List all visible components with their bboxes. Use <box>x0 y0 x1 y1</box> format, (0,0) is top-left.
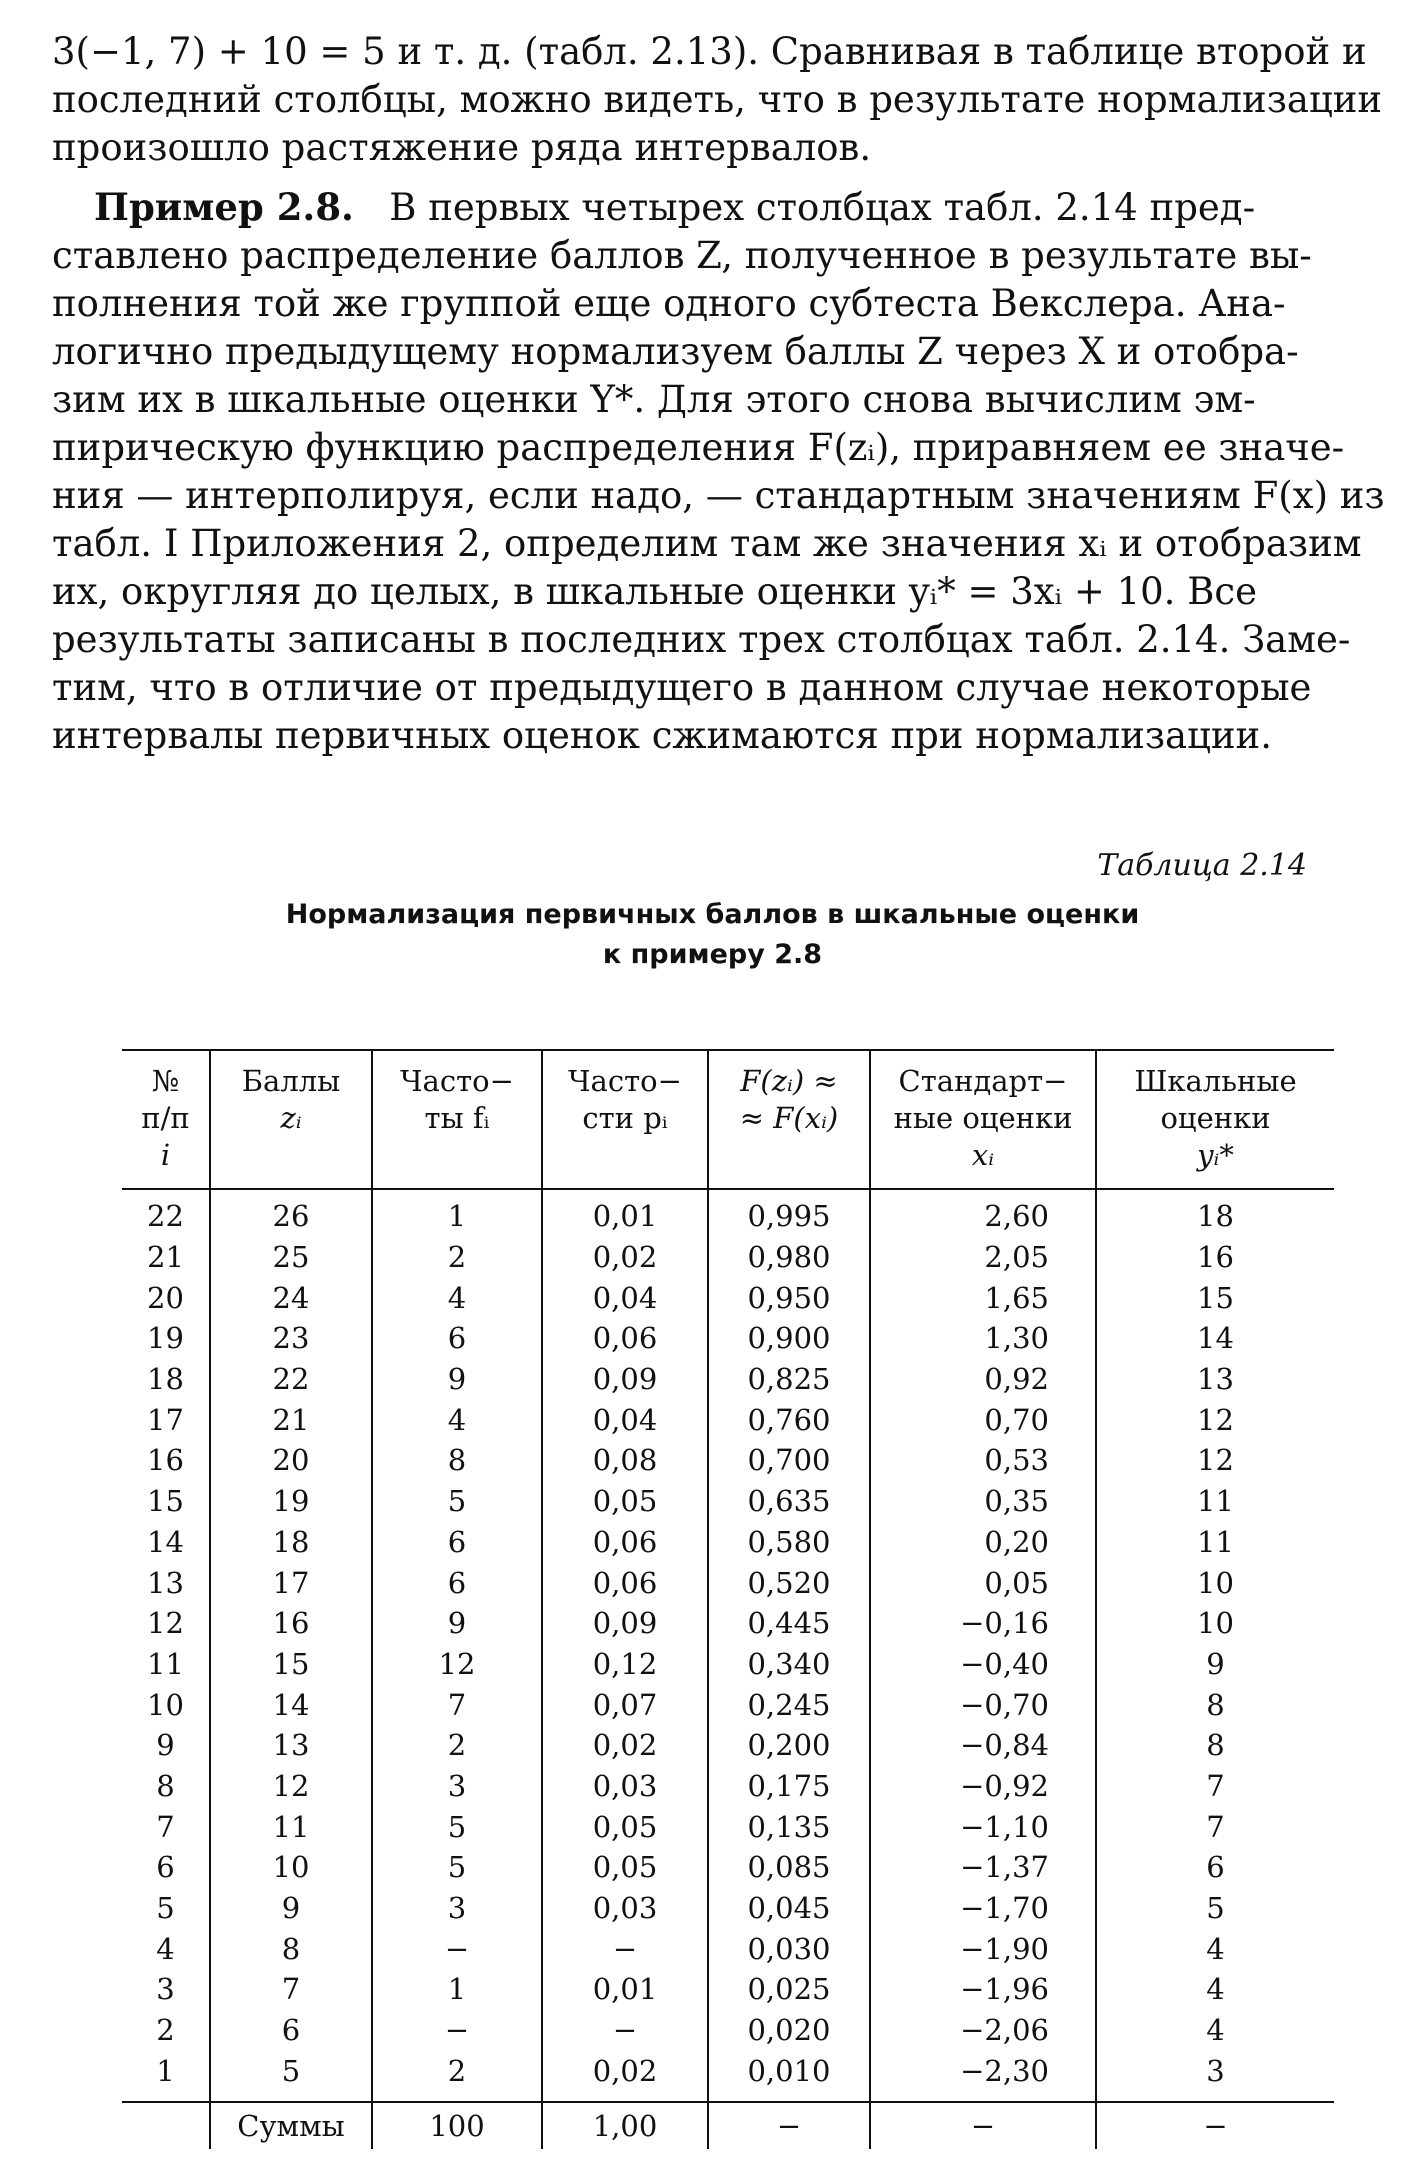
text-line: 3(−1, 7) + 10 = 5 и т. д. (табл. 2.13). Сравнивая в таблице второй и <box>52 30 1367 73</box>
frequency: − <box>372 2010 542 2051</box>
standard-score: −2,06 <box>870 2010 1096 2051</box>
relative-frequency: 0,02 <box>542 1237 708 1278</box>
table-footer <box>122 2102 1334 2149</box>
row-index: 12 <box>147 1606 184 1641</box>
scaled-score: 13 <box>1096 1359 1334 1400</box>
header-row <box>122 1050 1334 1189</box>
scaled-score: 10 <box>1096 1562 1334 1603</box>
standard-score: 0,05 <box>870 1562 1096 1603</box>
text-line: тим, что в отличие от предыдущего в данном случае некоторые <box>52 666 1312 709</box>
relative-frequency: 0,04 <box>542 1399 708 1440</box>
scaled-score: 11 <box>1096 1522 1334 1563</box>
distribution-value: 0,520 <box>708 1562 870 1603</box>
distribution-value: 0,825 <box>708 1359 870 1400</box>
row-index: 16 <box>147 1443 184 1478</box>
score-z: 14 <box>210 1684 372 1725</box>
score-z: 18 <box>210 1522 372 1563</box>
scaled-score: 7 <box>1096 1806 1334 1847</box>
standard-score: 0,92 <box>870 1359 1096 1400</box>
score-z: 7 <box>210 1969 372 2010</box>
dash-cell: − <box>870 2102 1096 2149</box>
score-z: 12 <box>210 1766 372 1807</box>
score-z: 19 <box>210 1481 372 1522</box>
distribution-value: 0,995 <box>708 1189 870 1237</box>
col-header-standard-scores: Стандарт− ные оценки xᵢ <box>870 1050 1096 1189</box>
text-line: последний столбцы, можно видеть, что в результате нормализации <box>52 78 1383 121</box>
frequency: 2 <box>372 1725 542 1766</box>
table-row <box>122 1684 1334 1725</box>
score-z: 20 <box>210 1440 372 1481</box>
table-row <box>122 1440 1334 1481</box>
relative-frequency: 0,03 <box>542 1766 708 1807</box>
frequency: 2 <box>372 1237 542 1278</box>
standard-score: 2,60 <box>870 1189 1096 1237</box>
row-index: 3 <box>156 1972 175 2007</box>
score-z: 9 <box>210 1888 372 1929</box>
table-title-line: Нормализация первичных баллов в шкальные оценки <box>285 899 1140 930</box>
frequency: − <box>372 1928 542 1969</box>
relative-frequency: 0,04 <box>542 1277 708 1318</box>
row-index: 20 <box>147 1280 184 1315</box>
row-index: 5 <box>156 1891 175 1926</box>
score-z: 6 <box>210 2010 372 2051</box>
scaled-score: 4 <box>1096 1928 1334 1969</box>
text-line: ставлено распределение баллов Z, полученное в результате вы- <box>52 234 1312 277</box>
standard-score: 0,35 <box>870 1481 1096 1522</box>
relative-frequency: − <box>542 2010 708 2051</box>
relative-frequency: 0,01 <box>542 1969 708 2010</box>
table-row <box>122 1359 1334 1400</box>
standard-score: −2,30 <box>870 2050 1096 2102</box>
standard-score: −1,90 <box>870 1928 1096 1969</box>
text-line: полнения той же группой еще одного субтеста Векслера. Ана- <box>52 282 1286 325</box>
frequency: 6 <box>372 1522 542 1563</box>
row-index: 11 <box>147 1646 184 1681</box>
relative-frequency: 0,06 <box>542 1562 708 1603</box>
sums-label: Суммы <box>210 2102 372 2149</box>
col-header-frequencies: Часто− ты fᵢ <box>372 1050 542 1189</box>
relative-frequency: 0,06 <box>542 1522 708 1563</box>
dash-cell: − <box>708 2102 870 2149</box>
standard-score: −0,70 <box>870 1684 1096 1725</box>
relative-frequency: 0,09 <box>542 1603 708 1644</box>
row-index: 21 <box>147 1240 184 1275</box>
text-line: интервалы первичных оценок сжимаются при нормализации. <box>52 714 1272 757</box>
intro-paragraph <box>52 28 1387 172</box>
frequency: 5 <box>372 1481 542 1522</box>
standard-score: −0,40 <box>870 1644 1096 1685</box>
row-index: 14 <box>147 1524 184 1559</box>
table-row <box>122 1928 1334 1969</box>
frequency: 6 <box>372 1318 542 1359</box>
standard-score: 0,53 <box>870 1440 1096 1481</box>
table-row <box>122 1806 1334 1847</box>
standard-score: 1,30 <box>870 1318 1096 1359</box>
scaled-score: 5 <box>1096 1888 1334 1929</box>
distribution-value: 0,010 <box>708 2050 870 2102</box>
score-z: 23 <box>210 1318 372 1359</box>
frequency: 4 <box>372 1399 542 1440</box>
frequency: 12 <box>372 1644 542 1685</box>
frequency: 5 <box>372 1847 542 1888</box>
empty-cell <box>122 2102 210 2149</box>
table-row <box>122 1318 1334 1359</box>
row-index: 7 <box>156 1809 175 1844</box>
scaled-score: 12 <box>1096 1399 1334 1440</box>
score-z: 16 <box>210 1603 372 1644</box>
row-index: 2 <box>156 2013 175 2048</box>
relative-frequency: 0,06 <box>542 1318 708 1359</box>
row-index: 1 <box>122 2050 210 2102</box>
col-header-scores: Баллы zᵢ <box>210 1050 372 1189</box>
text-line: табл. I Приложения 2, определим там же значения xᵢ и отобразим <box>52 522 1362 565</box>
text-line: результаты записаны в последних трех столбцах табл. 2.14. Заме- <box>52 618 1351 661</box>
distribution-value: 0,760 <box>708 1399 870 1440</box>
rel-freq-sum: 1,00 <box>542 2102 708 2149</box>
standard-score: −0,84 <box>870 1725 1096 1766</box>
scaled-score: 4 <box>1096 2010 1334 2051</box>
table-row <box>122 1522 1334 1563</box>
score-z: 25 <box>210 1237 372 1278</box>
relative-frequency: 0,05 <box>542 1481 708 1522</box>
distribution-value: 0,580 <box>708 1522 870 1563</box>
distribution-value: 0,245 <box>708 1684 870 1725</box>
table-row <box>122 1481 1334 1522</box>
col-header-distribution: F(zᵢ) ≈ ≈ F(xᵢ) <box>708 1050 870 1189</box>
distribution-value: 0,635 <box>708 1481 870 1522</box>
distribution-value: 0,700 <box>708 1440 870 1481</box>
scaled-score: 8 <box>1096 1684 1334 1725</box>
distribution-value: 0,900 <box>708 1318 870 1359</box>
score-z: 8 <box>210 1928 372 1969</box>
distribution-value: 0,085 <box>708 1847 870 1888</box>
standard-score: 1,65 <box>870 1277 1096 1318</box>
text-line: произошло растяжение ряда интервалов. <box>52 126 872 169</box>
table-row <box>122 1644 1334 1685</box>
table-row <box>122 1189 1334 1237</box>
score-z: 5 <box>210 2050 372 2102</box>
standard-score: 2,05 <box>870 1237 1096 1278</box>
standard-score: 0,20 <box>870 1522 1096 1563</box>
text-line: ния — интерполируя, если надо, — стандартным значениям F(x) из <box>52 474 1385 517</box>
table-title <box>0 895 1425 975</box>
text-line: логично предыдущему нормализуем баллы Z через X и отобра- <box>52 330 1299 373</box>
frequency: 2 <box>372 2050 542 2102</box>
scaled-score: 15 <box>1096 1277 1334 1318</box>
distribution-value: 0,020 <box>708 2010 870 2051</box>
normalization-table <box>122 1049 1334 2149</box>
row-index: 15 <box>147 1484 184 1519</box>
table-row <box>122 2050 1334 2102</box>
table-row <box>122 1888 1334 1929</box>
row-index: 6 <box>156 1850 175 1885</box>
freq-sum: 100 <box>372 2102 542 2149</box>
frequency: 7 <box>372 1684 542 1725</box>
scaled-score: 9 <box>1096 1644 1334 1685</box>
table-row <box>122 1725 1334 1766</box>
example-paragraph <box>52 183 1387 760</box>
table-row <box>122 1969 1334 2010</box>
scaled-score: 12 <box>1096 1440 1334 1481</box>
table-row <box>122 1399 1334 1440</box>
table-row <box>122 2010 1334 2051</box>
standard-score: −0,92 <box>870 1766 1096 1807</box>
frequency: 1 <box>372 1189 542 1237</box>
text-line: их, округляя до целых, в шкальные оценки yᵢ* = 3xᵢ + 10. Все <box>52 570 1258 613</box>
distribution-value: 0,445 <box>708 1603 870 1644</box>
relative-frequency: − <box>542 1928 708 1969</box>
standard-score: −1,96 <box>870 1969 1096 2010</box>
distribution-value: 0,045 <box>708 1888 870 1929</box>
frequency: 9 <box>372 1603 542 1644</box>
scaled-score: 18 <box>1096 1189 1334 1237</box>
distribution-value: 0,025 <box>708 1969 870 2010</box>
frequency: 9 <box>372 1359 542 1400</box>
distribution-value: 0,340 <box>708 1644 870 1685</box>
frequency: 4 <box>372 1277 542 1318</box>
relative-frequency: 0,09 <box>542 1359 708 1400</box>
table-row <box>122 1603 1334 1644</box>
relative-frequency: 0,05 <box>542 1806 708 1847</box>
frequency: 8 <box>372 1440 542 1481</box>
distribution-value: 0,200 <box>708 1725 870 1766</box>
row-index: 9 <box>156 1728 175 1763</box>
relative-frequency: 0,02 <box>542 2050 708 2102</box>
dash-cell: − <box>1096 2102 1334 2149</box>
scaled-score: 16 <box>1096 1237 1334 1278</box>
relative-frequency: 0,12 <box>542 1644 708 1685</box>
scaled-score: 4 <box>1096 1969 1334 2010</box>
frequency: 5 <box>372 1806 542 1847</box>
example-heading: Пример 2.8. <box>94 185 354 229</box>
scaled-score: 10 <box>1096 1603 1334 1644</box>
table-body <box>122 1189 1334 2102</box>
table-row <box>122 1237 1334 1278</box>
distribution-value: 0,175 <box>708 1766 870 1807</box>
row-index: 4 <box>156 1931 175 1966</box>
row-index: 19 <box>147 1321 184 1356</box>
scaled-score: 6 <box>1096 1847 1334 1888</box>
score-z: 10 <box>210 1847 372 1888</box>
table-label: Таблица 2.14 <box>1097 848 1307 883</box>
row-index: 22 <box>147 1199 184 1234</box>
distribution-value: 0,980 <box>708 1237 870 1278</box>
frequency: 3 <box>372 1766 542 1807</box>
score-z: 17 <box>210 1562 372 1603</box>
col-header-scaled-scores: Шкальные оценки yᵢ* <box>1096 1050 1334 1189</box>
standard-score: 0,70 <box>870 1399 1096 1440</box>
scaled-score: 7 <box>1096 1766 1334 1807</box>
row-index: 13 <box>147 1565 184 1600</box>
scaled-score: 3 <box>1096 2050 1334 2102</box>
table-title-line: к примеру 2.8 <box>602 939 823 970</box>
text-fragment: В первых четырех столбцах табл. 2.14 пред- <box>389 186 1256 229</box>
row-index: 17 <box>147 1402 184 1437</box>
standard-score: −1,10 <box>870 1806 1096 1847</box>
table-row <box>122 1562 1334 1603</box>
score-z: 11 <box>210 1806 372 1847</box>
row-index: 18 <box>147 1362 184 1397</box>
text-line: зим их в шкальные оценки Y*. Для этого снова вычислим эм- <box>52 378 1256 421</box>
relative-frequency: 0,03 <box>542 1888 708 1929</box>
relative-frequency: 0,01 <box>542 1189 708 1237</box>
table-row <box>122 1847 1334 1888</box>
score-z: 15 <box>210 1644 372 1685</box>
text-line <box>52 183 1387 232</box>
row-index: 8 <box>156 1768 175 1803</box>
text-line: пирическую функцию распределения F(zᵢ), приравняем ее значе- <box>52 426 1345 469</box>
score-z: 21 <box>210 1399 372 1440</box>
distribution-value: 0,950 <box>708 1277 870 1318</box>
row-index: 10 <box>147 1687 184 1722</box>
relative-frequency: 0,08 <box>542 1440 708 1481</box>
standard-score: −0,16 <box>870 1603 1096 1644</box>
frequency: 1 <box>372 1969 542 2010</box>
score-z: 24 <box>210 1277 372 1318</box>
score-z: 13 <box>210 1725 372 1766</box>
col-header-relative-frequencies: Часто− сти pᵢ <box>542 1050 708 1189</box>
distribution-value: 0,030 <box>708 1928 870 1969</box>
score-z: 26 <box>210 1189 372 1237</box>
table-row <box>122 1277 1334 1318</box>
relative-frequency: 0,07 <box>542 1684 708 1725</box>
scaled-score: 8 <box>1096 1725 1334 1766</box>
scaled-score: 11 <box>1096 1481 1334 1522</box>
table-row <box>122 1766 1334 1807</box>
table-header <box>122 1050 1334 1189</box>
col-header-index: № п/п i <box>122 1050 210 1189</box>
scaled-score: 14 <box>1096 1318 1334 1359</box>
distribution-value: 0,135 <box>708 1806 870 1847</box>
frequency: 6 <box>372 1562 542 1603</box>
score-z: 22 <box>210 1359 372 1400</box>
standard-score: −1,37 <box>870 1847 1096 1888</box>
relative-frequency: 0,02 <box>542 1725 708 1766</box>
sums-row <box>122 2102 1334 2149</box>
frequency: 3 <box>372 1888 542 1929</box>
relative-frequency: 0,05 <box>542 1847 708 1888</box>
standard-score: −1,70 <box>870 1888 1096 1929</box>
